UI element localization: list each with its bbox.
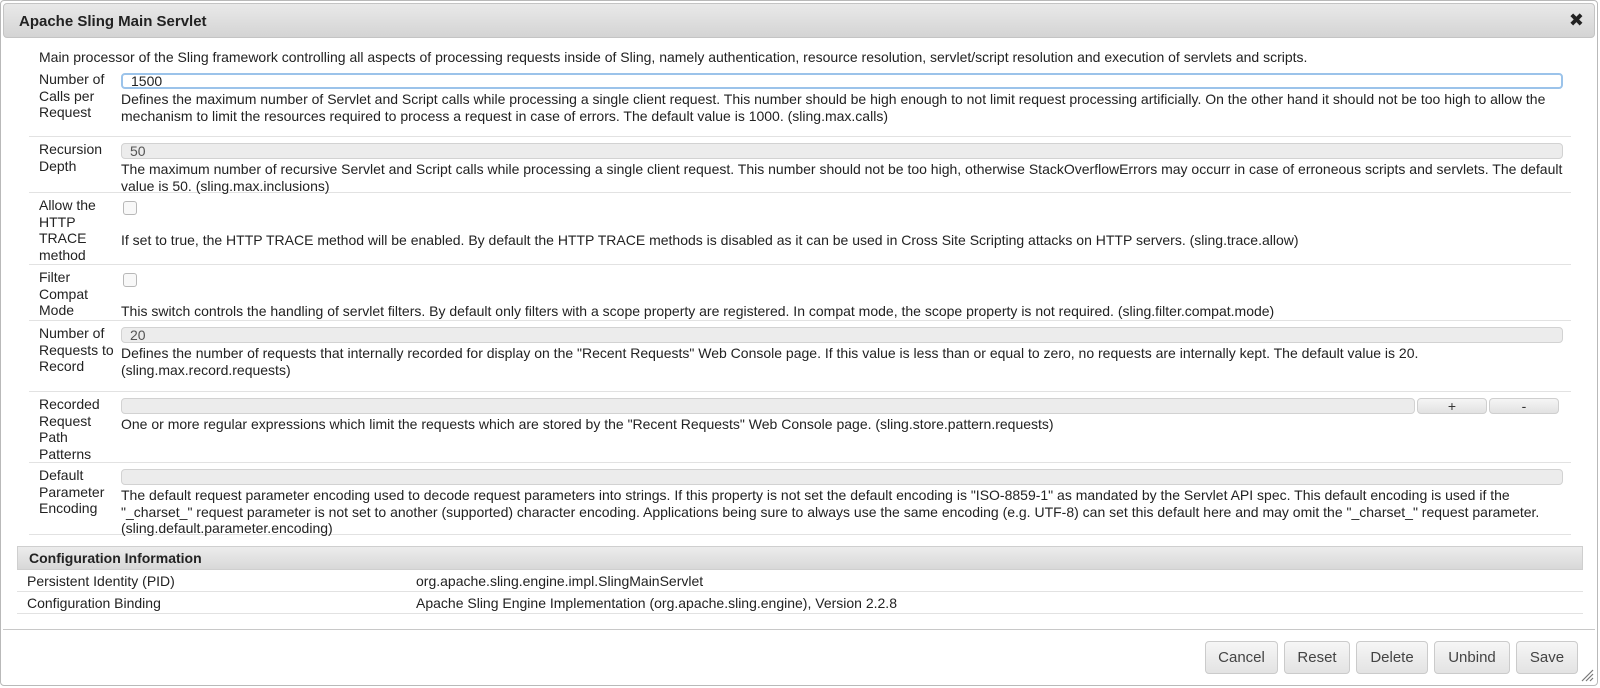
path-pattern-input[interactable] <box>121 398 1415 414</box>
unbind-button[interactable]: Unbind <box>1434 641 1510 674</box>
footer-divider <box>3 629 1595 630</box>
property-label: Default Parameter Encoding <box>39 467 105 516</box>
parameter-encoding-input[interactable] <box>121 469 1563 485</box>
config-info-heading: Configuration Information <box>17 546 1583 570</box>
property-label: Recorded Request Path Patterns <box>39 396 100 462</box>
property-help: The maximum number of recursive Servlet and Script calls while processing a single client request. This number should not be too high, otherwise StackOverflowErrors may occurr in case of erroneous scripts and servlets. The default value is 50. (sling.max.inclusions) <box>121 161 1563 194</box>
property-row-recursion-depth <box>29 137 1571 193</box>
property-help: One or more regular expressions which limit the requests which are stored by the "Recent Requests" Web Console page. (sling.store.pattern.requests) <box>121 416 1054 432</box>
info-row-binding <box>17 592 1583 614</box>
info-row-pid <box>17 570 1583 592</box>
property-row-filter-compat <box>29 265 1571 321</box>
property-row-record-requests <box>29 321 1571 392</box>
property-label: Recursion Depth <box>39 141 103 174</box>
property-help: The default request parameter encoding used to decode request parameters into strings. If this property is not set the default encoding is "ISO-8859-1" as mandated by the Servlet API spec. This default encoding is used if the "_charset_" request parameter is not set to another (supported) character encoding. Applications being sure to always use the same encoding (e.g. UTF-8) can set this default here and may omit the "_charset_" request parameter. (sling.default.parameter.encoding) <box>121 487 1540 536</box>
dialog-description: Main processor of the Sling framework controlling all aspects of processing requests inside of Sling, namely authentication, resource resolution, servlet/script resolution and execution of servlets and scripts. <box>39 49 1308 65</box>
save-button[interactable]: Save <box>1516 641 1578 674</box>
property-row-parameter-encoding <box>29 463 1571 535</box>
cancel-button[interactable]: Cancel <box>1205 641 1278 674</box>
property-help: This switch controls the handling of servlet filters. By default only filters with a scope property are registered. In compat mode, the scope property is not required. (sling.filter.compat.mode) <box>121 303 1275 319</box>
properties-table <box>29 67 1571 535</box>
filter-compat-checkbox[interactable] <box>123 273 137 287</box>
dialog-title: Apache Sling Main Servlet <box>19 13 207 30</box>
remove-pattern-button[interactable]: - <box>1489 398 1559 414</box>
property-label: Number of Requests to Record <box>39 325 114 374</box>
info-value: Apache Sling Engine Implementation (org.apache.sling.engine), Version 2.2.8 <box>416 595 897 611</box>
record-requests-input[interactable] <box>121 327 1563 343</box>
recursion-depth-input[interactable] <box>121 143 1563 159</box>
info-key: Persistent Identity (PID) <box>27 573 175 589</box>
property-row-max-calls <box>29 67 1571 137</box>
delete-button[interactable]: Delete <box>1356 641 1428 674</box>
max-calls-input[interactable] <box>121 73 1563 89</box>
trace-allow-checkbox[interactable] <box>123 201 137 215</box>
info-value: org.apache.sling.engine.impl.SlingMainServlet <box>416 573 704 589</box>
reset-button[interactable]: Reset <box>1284 641 1350 674</box>
resize-grip-icon[interactable] <box>1580 668 1594 682</box>
property-row-path-patterns <box>29 392 1571 463</box>
property-label: Filter Compat Mode <box>39 269 89 318</box>
add-pattern-button[interactable]: + <box>1417 398 1487 414</box>
property-row-trace-allow <box>29 193 1571 265</box>
property-help: Defines the number of requests that internally recorded for display on the "Recent Requests" Web Console page. If this value is less than or equal to zero, no requests are internally kept. The default value is 20. (sling.max.record.requests) <box>121 345 1419 378</box>
property-label: Number of Calls per Request <box>39 71 105 120</box>
close-icon[interactable]: ✖ <box>1568 10 1584 30</box>
property-label: Allow the HTTP TRACE method <box>39 197 96 263</box>
dialog-titlebar[interactable] <box>3 3 1595 38</box>
property-help: If set to true, the HTTP TRACE method will be enabled. By default the HTTP TRACE methods is disabled as it can be used in Cross Site Scripting attacks on HTTP servers. (sling.trace.allow) <box>121 232 1299 248</box>
info-key: Configuration Binding <box>27 595 161 611</box>
property-help: Defines the maximum number of Servlet and Script calls while processing a single client request. This number should be high enough to not limit request processing artificially. On the other hand it should not be too high to allow the mechanism to limit the resources required to process a request in case of errors. The default value is 1000. (sling.max.calls) <box>121 91 1546 124</box>
